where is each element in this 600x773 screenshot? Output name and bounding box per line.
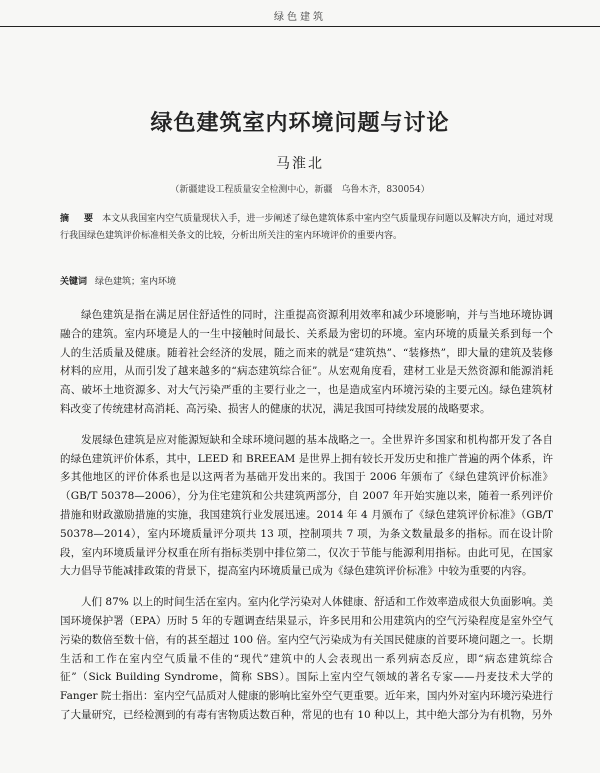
author-affiliation: （新疆建设工程质量安全检测中心，新疆 乌鲁木齐，830054） <box>170 185 430 195</box>
paragraph-2: 发展绿色建筑是应对能源短缺和全球环境问题的基本战略之一。全世界许多国家和机构都开发了各自的绿色建筑评价体系，其中，LEED 和 BREEAM 是世界上拥有较长开发历史和推广普遍的两个体系，许多其他地区的评价体系也是以这两者为基础开发出来的。我国于 2006 年颁布了《绿色建筑评价标准》（GB/T 50378—2006），分为住宅建筑和公共建筑两部分，自 2007 年开始实施以来，随着一系列评价措施和财政激励措施的实施，我国建筑行业发展迅速。2014 年 4 月颁布了《绿色建筑评价标准》（GB/T 50378—2014），室内环境质量评分项共 13 项，控制项共 7 项，为条文数量最多的指标。而在设计阶段，室内环境质量评分权重在所有指标类别中排位第二，仅次于节能与能源利用指标。由此可见，在国家大力倡导节能减排政策的背景下，提高室内环境质量已成为《绿色建筑评价标准》中较为重要的内容。 <box>60 433 553 578</box>
author-name: 马淮北 <box>276 156 324 172</box>
journal-header: 绿色建筑 <box>274 12 326 23</box>
article-title: 绿色建筑室内环境问题与讨论 <box>150 111 450 136</box>
paragraph-1: 绿色建筑是指在满足居住舒适性的同时，注重提高资源利用效率和减少环境影响，并与当地环境协调融合的建筑。室内环境是人的一生中接触时间最长、关系最为密切的环境。室内环境的质量关系到每一个人的生活质量及健康。随着社会经济的发展，随之而来的就是“建筑热”、“装修热”，即大量的建筑及装修材料的应用，从而引发了越来越多的“病态建筑综合征”。从宏观角度看，建材工业是天然资源和能源消耗高、破坏土地资源多、对大气污染严重的主要行业之一，也是造成室内环境污染的主要元凶。绿色建筑材料改变了传统建材高消耗、高污染、损害人的健康的状况，满足我国可持续发展的战略要求。 <box>60 309 553 415</box>
keywords-text: 绿色建筑；室内环境 <box>95 277 177 287</box>
header-rule <box>0 26 600 27</box>
keywords <box>60 274 553 287</box>
abstract <box>60 211 553 245</box>
keywords-label: 关键词 <box>60 277 88 287</box>
paragraph-3: 人们 87% 以上的时间生活在室内。室内化学污染对人体健康、舒适和工作效率造成很大负面影响。美国环境保护署（EPA）历时 5 年的专题调查结果显示，许多民用和公用建筑内的空气污染程度是室外空气污染的数倍至数十倍，有的甚至超过 100 倍。室内空气污染成为有关国民健康的首要环境问题之一。长期生活和工作在室内空气质量不佳的“现代”建筑中的人会表现出一系列病态反应，即“病态建筑综合征”（Sick Building Syndrome，简称 SBS）。国际上室内空气领域的著名专家——丹麦技术大学的 Fanger 院士指出：室内空气品质对人健康的影响比室外空气更重要。近年来，国内外对室内环境污染进行了大量研究，已经检测到的有毒有害物质达数百种，常见的也有 10 种以上，其中绝大部分为有机物，另外 <box>60 596 553 721</box>
body-text <box>60 306 553 737</box>
abstract-text: 本文从我国室内空气质量现状入手，进一步阐述了绿色建筑体系中室内空气质量现存问题以及解决方向，通过对现行我国绿色建筑评价标准相关条文的比较，分析出所关注的室内环境评价的重要内容。 <box>60 214 553 241</box>
abstract-label: 摘 要 <box>60 214 97 224</box>
